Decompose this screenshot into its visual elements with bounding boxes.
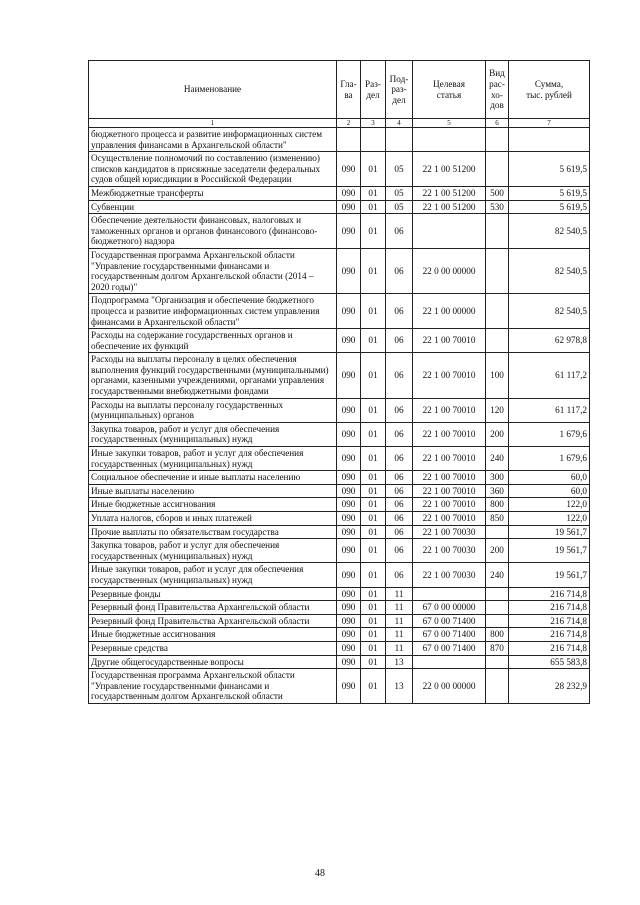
row-target-cell: 22 1 00 70030 bbox=[413, 525, 486, 539]
row-razdel-cell: 01 bbox=[361, 294, 386, 329]
row-sum-cell: 82 540,5 bbox=[509, 294, 590, 329]
row-sum-cell: 216 714,8 bbox=[509, 587, 590, 601]
table-row bbox=[89, 200, 590, 214]
row-glava-cell: 090 bbox=[337, 484, 361, 498]
row-target-cell: 22 1 00 70010 bbox=[413, 484, 486, 498]
row-sum-cell: 216 714,8 bbox=[509, 641, 590, 655]
row-glava-cell: 090 bbox=[337, 186, 361, 200]
row-sum-cell: 82 540,5 bbox=[509, 214, 590, 249]
column-number: 1 bbox=[89, 119, 337, 128]
row-podrazdel-cell: 11 bbox=[386, 628, 413, 642]
row-name-cell: Резервные средства bbox=[89, 641, 337, 655]
row-sum-cell: 216 714,8 bbox=[509, 628, 590, 642]
table-row bbox=[89, 186, 590, 200]
header-sum: Сумма, тыс. рублей bbox=[509, 61, 590, 119]
row-vid-cell bbox=[486, 152, 509, 187]
row-podrazdel-cell: 13 bbox=[386, 655, 413, 669]
row-glava-cell: 090 bbox=[337, 525, 361, 539]
row-glava-cell: 090 bbox=[337, 563, 361, 587]
row-name-cell: Обеспечение деятельности финансовых, налоговых и таможенных органов и органов финансового (финансово-бюджетного) надзора bbox=[89, 214, 337, 249]
row-sum-cell: 62 978,8 bbox=[509, 329, 590, 353]
row-vid-cell: 200 bbox=[486, 539, 509, 563]
row-glava-cell: 090 bbox=[337, 539, 361, 563]
budget-table bbox=[88, 60, 590, 704]
table-row bbox=[89, 152, 590, 187]
row-sum-cell: 122,0 bbox=[509, 498, 590, 512]
row-podrazdel-cell: 06 bbox=[386, 447, 413, 471]
row-glava-cell: 090 bbox=[337, 398, 361, 422]
table-row bbox=[89, 422, 590, 446]
row-target-cell: 67 0 00 71400 bbox=[413, 641, 486, 655]
row-sum-cell: 61 117,2 bbox=[509, 353, 590, 398]
row-glava-cell: 090 bbox=[337, 214, 361, 249]
row-podrazdel-cell: 06 bbox=[386, 294, 413, 329]
row-razdel-cell: 01 bbox=[361, 484, 386, 498]
row-name-cell: Иные бюджетные ассигнования bbox=[89, 628, 337, 642]
row-glava-cell: 090 bbox=[337, 329, 361, 353]
row-vid-cell bbox=[486, 128, 509, 152]
row-glava-cell: 090 bbox=[337, 641, 361, 655]
row-vid-cell bbox=[486, 329, 509, 353]
row-vid-cell bbox=[486, 655, 509, 669]
header-razdel: Раз- дел bbox=[361, 61, 386, 119]
row-sum-cell: 216 714,8 bbox=[509, 601, 590, 615]
table-row bbox=[89, 353, 590, 398]
row-sum-cell: 216 714,8 bbox=[509, 614, 590, 628]
row-razdel-cell: 01 bbox=[361, 422, 386, 446]
row-name-cell: Расходы на содержание государственных органов и обеспечение их функций bbox=[89, 329, 337, 353]
row-vid-cell bbox=[486, 214, 509, 249]
page-number: 48 bbox=[315, 868, 325, 879]
row-target-cell: 22 1 00 70030 bbox=[413, 563, 486, 587]
row-glava-cell: 090 bbox=[337, 294, 361, 329]
row-razdel-cell: 01 bbox=[361, 248, 386, 293]
row-razdel-cell: 01 bbox=[361, 200, 386, 214]
row-razdel-cell: 01 bbox=[361, 669, 386, 704]
row-vid-cell bbox=[486, 669, 509, 704]
row-target-cell: 22 1 00 70010 bbox=[413, 353, 486, 398]
row-glava-cell: 090 bbox=[337, 655, 361, 669]
header-podrazdel: Под- раз- дел bbox=[386, 61, 413, 119]
row-razdel-cell: 01 bbox=[361, 329, 386, 353]
row-target-cell: 22 1 00 51200 bbox=[413, 186, 486, 200]
row-razdel-cell: 01 bbox=[361, 614, 386, 628]
row-vid-cell: 200 bbox=[486, 422, 509, 446]
row-podrazdel-cell: 06 bbox=[386, 539, 413, 563]
row-glava-cell: 090 bbox=[337, 601, 361, 615]
row-name-cell: Резервный фонд Правительства Архангельской области bbox=[89, 614, 337, 628]
header-glava: Гла- ва bbox=[337, 61, 361, 119]
row-name-cell: Иные закупки товаров, работ и услуг для обеспечения государственных (муниципальных) нужд bbox=[89, 563, 337, 587]
row-podrazdel-cell: 06 bbox=[386, 329, 413, 353]
row-name-cell: Социальное обеспечение и иные выплаты населению bbox=[89, 471, 337, 485]
row-glava-cell: 090 bbox=[337, 669, 361, 704]
row-target-cell: 22 1 00 70010 bbox=[413, 447, 486, 471]
row-vid-cell bbox=[486, 525, 509, 539]
row-sum-cell: 28 232,9 bbox=[509, 669, 590, 704]
row-vid-cell: 500 bbox=[486, 186, 509, 200]
row-vid-cell bbox=[486, 614, 509, 628]
row-name-cell: Закупка товаров, работ и услуг для обеспечения государственных (муниципальных) нужд bbox=[89, 539, 337, 563]
row-razdel-cell: 01 bbox=[361, 447, 386, 471]
table-row bbox=[89, 655, 590, 669]
row-razdel-cell: 01 bbox=[361, 471, 386, 485]
row-sum-cell: 19 561,7 bbox=[509, 525, 590, 539]
row-glava-cell: 090 bbox=[337, 353, 361, 398]
row-sum-cell bbox=[509, 128, 590, 152]
row-podrazdel-cell: 11 bbox=[386, 601, 413, 615]
row-razdel-cell: 01 bbox=[361, 525, 386, 539]
row-glava-cell: 090 bbox=[337, 422, 361, 446]
row-name-cell: Расходы на выплаты персоналу государственных (муниципальных) органов bbox=[89, 398, 337, 422]
row-name-cell: Прочие выплаты по обязательствам государства bbox=[89, 525, 337, 539]
row-name-cell: Уплата налогов, сборов и иных платежей bbox=[89, 512, 337, 526]
row-sum-cell: 19 561,7 bbox=[509, 563, 590, 587]
row-target-cell: 22 0 00 00000 bbox=[413, 248, 486, 293]
row-sum-cell: 5 619,5 bbox=[509, 200, 590, 214]
row-vid-cell bbox=[486, 248, 509, 293]
table-row bbox=[89, 641, 590, 655]
row-razdel-cell: 01 bbox=[361, 641, 386, 655]
row-podrazdel-cell: 05 bbox=[386, 200, 413, 214]
header-name: Наименование bbox=[89, 61, 337, 119]
row-podrazdel-cell: 06 bbox=[386, 484, 413, 498]
row-podrazdel-cell: 05 bbox=[386, 152, 413, 187]
row-target-cell: 22 1 00 70010 bbox=[413, 422, 486, 446]
row-podrazdel-cell: 13 bbox=[386, 669, 413, 704]
row-target-cell: 22 1 00 70010 bbox=[413, 512, 486, 526]
row-name-cell: Иные выплаты населению bbox=[89, 484, 337, 498]
table-row bbox=[89, 447, 590, 471]
row-target-cell: 22 0 00 00000 bbox=[413, 669, 486, 704]
row-vid-cell: 360 bbox=[486, 484, 509, 498]
row-podrazdel-cell: 06 bbox=[386, 512, 413, 526]
row-glava-cell: 090 bbox=[337, 587, 361, 601]
row-razdel-cell: 01 bbox=[361, 186, 386, 200]
row-razdel-cell: 01 bbox=[361, 512, 386, 526]
row-sum-cell: 19 561,7 bbox=[509, 539, 590, 563]
row-podrazdel-cell: 06 bbox=[386, 422, 413, 446]
row-name-cell: Иные закупки товаров, работ и услуг для обеспечения государственных (муниципальных) нужд bbox=[89, 447, 337, 471]
row-glava-cell: 090 bbox=[337, 248, 361, 293]
column-number: 3 bbox=[361, 119, 386, 128]
row-sum-cell: 60,0 bbox=[509, 471, 590, 485]
column-number: 6 bbox=[486, 119, 509, 128]
row-target-cell: 67 0 00 71400 bbox=[413, 614, 486, 628]
row-target-cell: 22 1 00 51200 bbox=[413, 200, 486, 214]
row-podrazdel-cell: 11 bbox=[386, 614, 413, 628]
table-header-row bbox=[89, 61, 590, 119]
row-razdel-cell: 01 bbox=[361, 498, 386, 512]
row-podrazdel-cell: 06 bbox=[386, 214, 413, 249]
row-vid-cell: 100 bbox=[486, 353, 509, 398]
row-sum-cell: 655 583,8 bbox=[509, 655, 590, 669]
row-vid-cell bbox=[486, 601, 509, 615]
table-row bbox=[89, 248, 590, 293]
row-target-cell: 22 1 00 00000 bbox=[413, 294, 486, 329]
row-podrazdel-cell: 06 bbox=[386, 398, 413, 422]
row-name-cell: бюджетного процесса и развитие информационных систем управления финансами в Архангельской области" bbox=[89, 128, 337, 152]
row-razdel-cell: 01 bbox=[361, 353, 386, 398]
table-row bbox=[89, 329, 590, 353]
row-vid-cell: 120 bbox=[486, 398, 509, 422]
row-vid-cell: 300 bbox=[486, 471, 509, 485]
row-glava-cell: 090 bbox=[337, 447, 361, 471]
row-name-cell: Резервные фонды bbox=[89, 587, 337, 601]
table-row bbox=[89, 471, 590, 485]
table-row bbox=[89, 563, 590, 587]
row-vid-cell: 240 bbox=[486, 447, 509, 471]
row-name-cell: Другие общегосударственные вопросы bbox=[89, 655, 337, 669]
table-row bbox=[89, 512, 590, 526]
row-podrazdel-cell bbox=[386, 128, 413, 152]
row-podrazdel-cell: 06 bbox=[386, 563, 413, 587]
row-target-cell bbox=[413, 128, 486, 152]
row-sum-cell: 61 117,2 bbox=[509, 398, 590, 422]
table-row bbox=[89, 214, 590, 249]
row-sum-cell: 5 619,5 bbox=[509, 186, 590, 200]
row-vid-cell: 800 bbox=[486, 498, 509, 512]
row-target-cell: 22 1 00 70010 bbox=[413, 329, 486, 353]
row-name-cell: Подпрограмма "Организация и обеспечение бюджетного процесса и развитие информационных систем управления финансами в Архангельской области" bbox=[89, 294, 337, 329]
table-row bbox=[89, 539, 590, 563]
table-row bbox=[89, 614, 590, 628]
row-target-cell: 22 1 00 51200 bbox=[413, 152, 486, 187]
header-vid: Вид рас- хо- дов bbox=[486, 61, 509, 119]
row-razdel-cell: 01 bbox=[361, 539, 386, 563]
row-razdel-cell: 01 bbox=[361, 214, 386, 249]
row-glava-cell: 090 bbox=[337, 614, 361, 628]
table-row bbox=[89, 628, 590, 642]
table-row bbox=[89, 525, 590, 539]
row-target-cell: 22 1 00 70010 bbox=[413, 398, 486, 422]
row-target-cell: 67 0 00 00000 bbox=[413, 601, 486, 615]
row-target-cell bbox=[413, 214, 486, 249]
row-podrazdel-cell: 06 bbox=[386, 353, 413, 398]
row-target-cell: 67 0 00 71400 bbox=[413, 628, 486, 642]
row-sum-cell: 60,0 bbox=[509, 484, 590, 498]
row-vid-cell: 800 bbox=[486, 628, 509, 642]
row-glava-cell bbox=[337, 128, 361, 152]
table-row bbox=[89, 587, 590, 601]
table-row bbox=[89, 601, 590, 615]
row-vid-cell bbox=[486, 587, 509, 601]
row-sum-cell: 122,0 bbox=[509, 512, 590, 526]
row-razdel-cell: 01 bbox=[361, 563, 386, 587]
row-name-cell: Межбюджетные трансферты bbox=[89, 186, 337, 200]
row-name-cell: Государственная программа Архангельской области "Управление государственными финансами и государственным долгом Архангельской области (2014 – 2020 годы)" bbox=[89, 248, 337, 293]
row-vid-cell: 240 bbox=[486, 563, 509, 587]
row-podrazdel-cell: 06 bbox=[386, 498, 413, 512]
row-name-cell: Субвенции bbox=[89, 200, 337, 214]
column-number-row bbox=[89, 119, 590, 128]
row-razdel-cell: 01 bbox=[361, 587, 386, 601]
row-razdel-cell: 01 bbox=[361, 398, 386, 422]
row-glava-cell: 090 bbox=[337, 152, 361, 187]
row-sum-cell: 1 679,6 bbox=[509, 422, 590, 446]
table-row bbox=[89, 398, 590, 422]
row-razdel-cell: 01 bbox=[361, 152, 386, 187]
table-row bbox=[89, 498, 590, 512]
row-podrazdel-cell: 06 bbox=[386, 248, 413, 293]
row-razdel-cell: 01 bbox=[361, 655, 386, 669]
header-target: Целевая статья bbox=[413, 61, 486, 119]
row-sum-cell: 5 619,5 bbox=[509, 152, 590, 187]
row-vid-cell: 530 bbox=[486, 200, 509, 214]
column-number: 7 bbox=[509, 119, 590, 128]
row-glava-cell: 090 bbox=[337, 628, 361, 642]
row-sum-cell: 1 679,6 bbox=[509, 447, 590, 471]
column-number: 4 bbox=[386, 119, 413, 128]
table-row bbox=[89, 669, 590, 704]
row-name-cell: Иные бюджетные ассигнования bbox=[89, 498, 337, 512]
row-target-cell: 22 1 00 70010 bbox=[413, 498, 486, 512]
row-glava-cell: 090 bbox=[337, 200, 361, 214]
row-podrazdel-cell: 06 bbox=[386, 525, 413, 539]
row-name-cell: Осуществление полномочий по составлению (изменению) списков кандидатов в присяжные заседатели федеральных судов общей юрисдикции в Российской Федерации bbox=[89, 152, 337, 187]
row-vid-cell bbox=[486, 294, 509, 329]
row-podrazdel-cell: 05 bbox=[386, 186, 413, 200]
table-row bbox=[89, 128, 590, 152]
column-number: 5 bbox=[413, 119, 486, 128]
row-glava-cell: 090 bbox=[337, 498, 361, 512]
row-target-cell: 22 1 00 70030 bbox=[413, 539, 486, 563]
column-number: 2 bbox=[337, 119, 361, 128]
table-body bbox=[89, 128, 590, 704]
row-podrazdel-cell: 11 bbox=[386, 587, 413, 601]
table-row bbox=[89, 294, 590, 329]
row-target-cell bbox=[413, 587, 486, 601]
row-name-cell: Государственная программа Архангельской области "Управление государственными финансами и государственным долгом Архангельской области bbox=[89, 669, 337, 704]
table-row bbox=[89, 484, 590, 498]
row-razdel-cell: 01 bbox=[361, 601, 386, 615]
row-glava-cell: 090 bbox=[337, 471, 361, 485]
row-glava-cell: 090 bbox=[337, 512, 361, 526]
row-razdel-cell: 01 bbox=[361, 628, 386, 642]
row-sum-cell: 82 540,5 bbox=[509, 248, 590, 293]
row-podrazdel-cell: 06 bbox=[386, 471, 413, 485]
row-podrazdel-cell: 11 bbox=[386, 641, 413, 655]
row-name-cell: Резервный фонд Правительства Архангельской области bbox=[89, 601, 337, 615]
row-name-cell: Расходы на выплаты персоналу в целях обеспечения выполнения функций государственными (муниципальными) органами, казенными учреждениями, органами управления государственными внебюджетными фондами bbox=[89, 353, 337, 398]
row-vid-cell: 850 bbox=[486, 512, 509, 526]
row-target-cell: 22 1 00 70010 bbox=[413, 471, 486, 485]
row-target-cell bbox=[413, 655, 486, 669]
row-name-cell: Закупка товаров, работ и услуг для обеспечения государственных (муниципальных) нужд bbox=[89, 422, 337, 446]
row-vid-cell: 870 bbox=[486, 641, 509, 655]
row-razdel-cell bbox=[361, 128, 386, 152]
